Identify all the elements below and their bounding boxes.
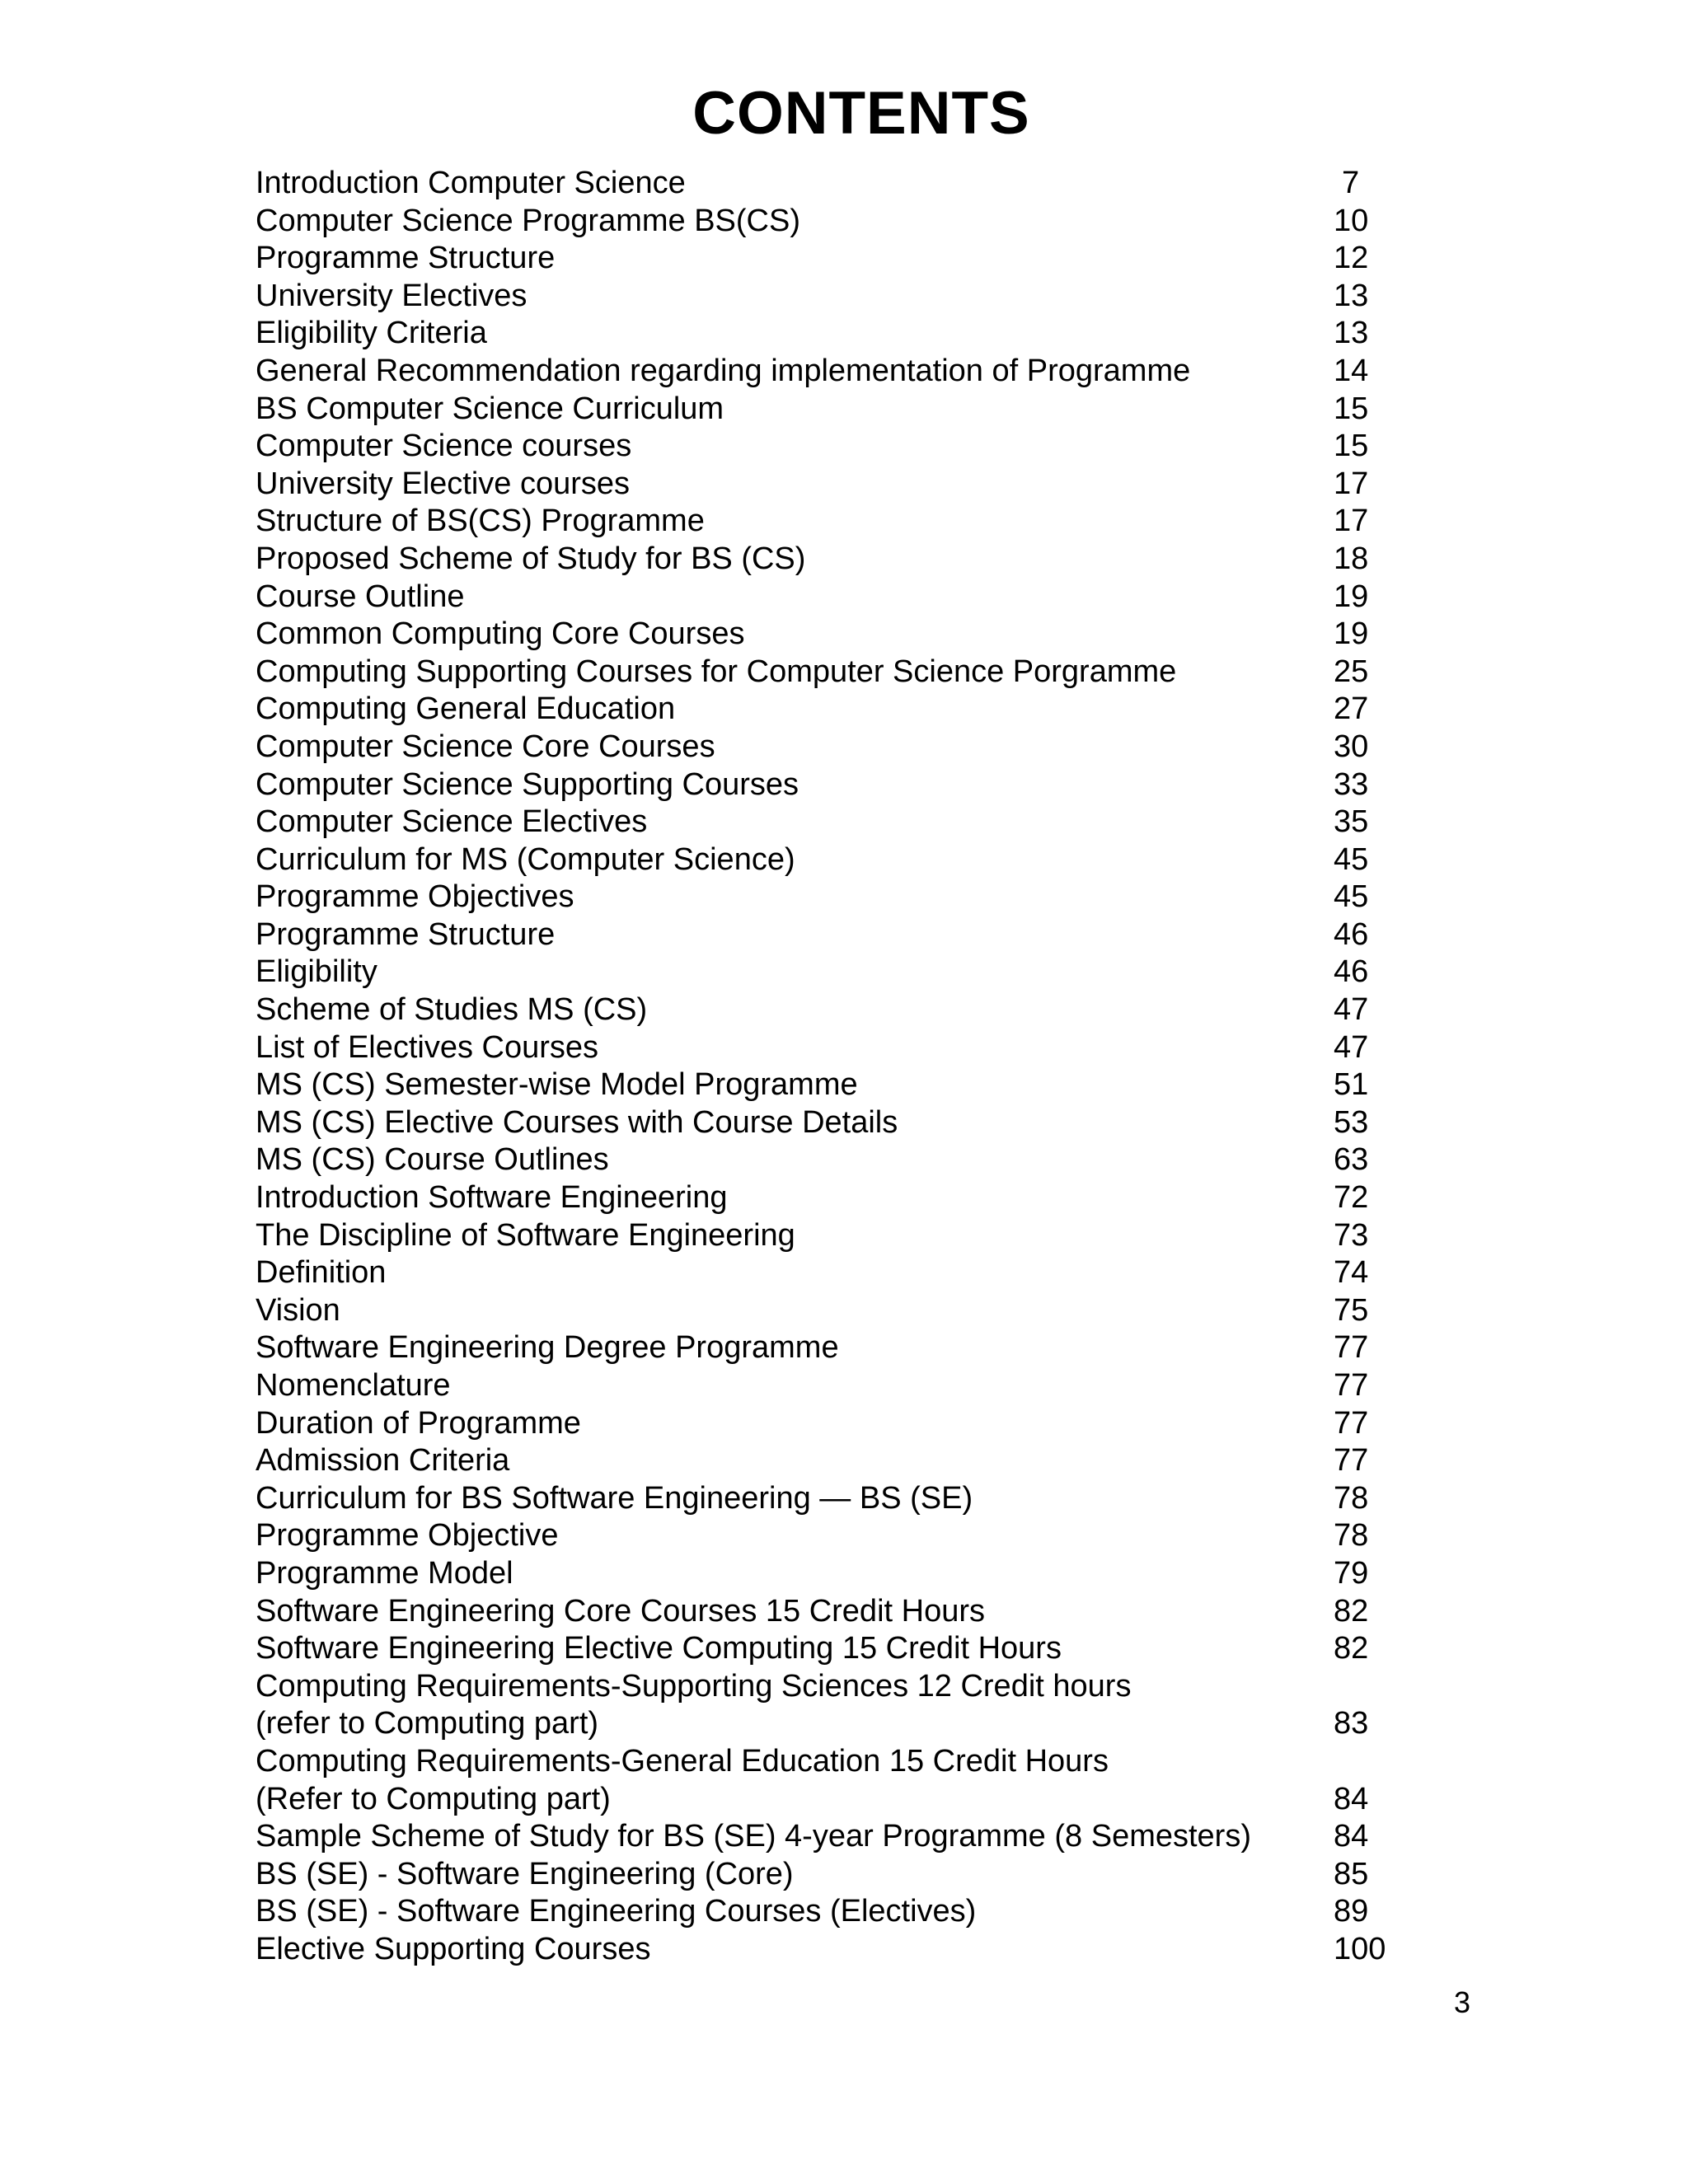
- toc-entry-title: Software Engineering Degree Programme: [256, 1330, 839, 1366]
- toc-entry-page: 84: [1334, 1781, 1369, 1816]
- toc-entry-title: Admission Criteria: [256, 1443, 510, 1479]
- toc-entry-title: General Recommendation regarding implementation of Programme: [256, 353, 1191, 388]
- toc-entry: [256, 1893, 1418, 1931]
- toc-entry-title: MS (CS) Elective Courses with Course Details: [256, 1104, 898, 1140]
- toc-entry: [256, 691, 1418, 729]
- toc-entry-title: The Discipline of Software Engineering: [256, 1217, 795, 1253]
- toc-entry: [256, 1743, 1418, 1781]
- toc-entry: [256, 1066, 1418, 1104]
- toc-entry-page: 19: [1334, 579, 1369, 614]
- toc-entry-title: (Refer to Computing part): [256, 1781, 611, 1816]
- toc-entry-page: 25: [1334, 654, 1369, 689]
- toc-entry-page: 18: [1334, 541, 1369, 576]
- toc-entry-page: 45: [1334, 841, 1369, 877]
- toc-entry-title: Computing Requirements-General Education 15 Credit Hours: [256, 1743, 1109, 1779]
- toc-entry: [256, 1329, 1418, 1367]
- toc-entry-title: Scheme of Studies MS (CS): [256, 992, 648, 1028]
- toc-entry-title: Elective Supporting Courses: [256, 1931, 651, 1966]
- toc-entry-page: 89: [1334, 1894, 1369, 1929]
- toc-entry-title: Definition: [256, 1255, 387, 1291]
- toc-entry-title: Eligibility: [256, 954, 377, 990]
- toc-entry: [256, 1104, 1418, 1142]
- toc-entry-title: Computing Supporting Courses for Computer Science Porgramme: [256, 654, 1177, 689]
- toc-entry: [256, 1480, 1418, 1518]
- toc-entry: [256, 1405, 1418, 1443]
- toc-entry-title: Structure of BS(CS) Programme: [256, 504, 705, 539]
- toc-entry: [256, 1179, 1418, 1217]
- toc-entry-page: 85: [1334, 1856, 1369, 1891]
- toc-entry: [256, 278, 1418, 316]
- toc-entry: [256, 916, 1418, 954]
- toc-entry: [256, 1781, 1418, 1819]
- toc-entry-title: Programme Objectives: [256, 879, 574, 915]
- toc-entry-title: Programme Model: [256, 1555, 513, 1591]
- toc-entry: [256, 391, 1418, 429]
- toc-entry-page: 15: [1334, 391, 1369, 426]
- toc-entry-title: Vision: [256, 1292, 340, 1328]
- toc-entry-page: 35: [1334, 804, 1369, 840]
- toc-entry-page: 82: [1334, 1631, 1369, 1666]
- toc-entry-title: Software Engineering Core Courses 15 Credit Hours: [256, 1593, 985, 1629]
- toc-entry: [256, 804, 1418, 841]
- toc-entry: [256, 991, 1418, 1029]
- toc-entry: [256, 1668, 1418, 1706]
- toc-entry: [256, 654, 1418, 691]
- toc-entry-page: 27: [1334, 691, 1369, 727]
- toc-entry-title: List of Electives Courses: [256, 1029, 599, 1065]
- toc-entry: [256, 879, 1418, 916]
- toc-entry-title: Computer Science Electives: [256, 804, 648, 840]
- toc-entry: [256, 1292, 1418, 1330]
- toc-entry-title: University Elective courses: [256, 466, 631, 501]
- toc-entry: [256, 466, 1418, 504]
- toc-entry-page: 14: [1334, 353, 1369, 388]
- page-title: CONTENTS: [692, 80, 1030, 147]
- toc-entry-page: 72: [1334, 1180, 1369, 1216]
- toc-entry: [256, 729, 1418, 766]
- toc-entry-page: 100: [1334, 1931, 1386, 1966]
- toc-entry: [256, 1141, 1418, 1179]
- toc-entry-title: Software Engineering Elective Computing 15 Credit Hours: [256, 1631, 1062, 1666]
- toc-entry-page: 17: [1334, 466, 1369, 501]
- toc-entry: [256, 1367, 1418, 1405]
- toc-entry-title: Computing General Education: [256, 691, 676, 727]
- toc-entry-title: Programme Objective: [256, 1518, 559, 1554]
- toc-entry-title: Common Computing Core Courses: [256, 616, 745, 652]
- toc-entry: [256, 841, 1418, 879]
- toc-entry-page: 30: [1334, 729, 1369, 764]
- toc-entry: [256, 503, 1418, 541]
- toc-entry-title: Introduction Computer Science: [256, 166, 686, 200]
- toc-entry: [256, 428, 1418, 466]
- toc-entry-title: Introduction Software Engineering: [256, 1180, 728, 1216]
- toc-entry-page: 77: [1334, 1443, 1369, 1479]
- toc-entry: [256, 315, 1418, 353]
- toc-entry-title: Programme Structure: [256, 916, 556, 952]
- toc-entry: [256, 1254, 1418, 1292]
- toc-entry-title: Eligibility Criteria: [256, 316, 487, 351]
- toc-entry-page: 79: [1334, 1555, 1369, 1591]
- toc-entry: [256, 1705, 1418, 1743]
- toc-entry: [256, 240, 1418, 278]
- toc-entry-page: 15: [1334, 429, 1369, 464]
- toc-entry-title: Course Outline: [256, 579, 465, 614]
- toc-entry-page: 73: [1334, 1217, 1369, 1253]
- toc-entry-page: 13: [1334, 316, 1369, 351]
- page-number: 3: [1454, 1985, 1471, 2019]
- toc-entry-page: 53: [1334, 1104, 1369, 1140]
- toc-entry: [256, 541, 1418, 579]
- toc-entry-title: Computer Science Supporting Courses: [256, 766, 799, 802]
- toc-entry: [256, 1555, 1418, 1593]
- toc-entry-page: 77: [1334, 1405, 1369, 1441]
- toc-entry-page: 46: [1334, 916, 1369, 952]
- toc-entry: [256, 1593, 1418, 1631]
- toc-entry-page: 33: [1334, 766, 1369, 802]
- toc-entry-title: Computer Science Programme BS(CS): [256, 203, 800, 238]
- toc-entry: [256, 579, 1418, 616]
- toc-entry-title: BS (SE) - Software Engineering Courses (Electives): [256, 1894, 977, 1929]
- toc-entry-page: 13: [1334, 278, 1369, 313]
- toc-entry: [256, 766, 1418, 804]
- toc-entry-page: 46: [1334, 954, 1369, 990]
- toc-entry: [256, 165, 1418, 203]
- toc-entry: [256, 1818, 1418, 1856]
- toc-entry-title: Curriculum for MS (Computer Science): [256, 841, 795, 877]
- toc-entry-page: 12: [1334, 241, 1369, 276]
- toc-entry-title: Programme Structure: [256, 241, 556, 276]
- toc-entry: [256, 353, 1418, 391]
- toc-entry-page: 78: [1334, 1480, 1369, 1516]
- toc-entry-page: 7: [1342, 166, 1360, 200]
- toc-entry-title: BS Computer Science Curriculum: [256, 391, 724, 426]
- toc-entry: [256, 1630, 1418, 1668]
- toc-entry: [256, 1442, 1418, 1480]
- toc-entry-title: (refer to Computing part): [256, 1706, 599, 1741]
- toc-entry-page: 19: [1334, 616, 1369, 652]
- toc-entry-title: Nomenclature: [256, 1368, 451, 1403]
- toc-entry-page: 83: [1334, 1706, 1369, 1741]
- toc-entry: [256, 616, 1418, 654]
- toc-entry-title: Computing Requirements-Supporting Sciences 12 Credit hours: [256, 1668, 1132, 1704]
- toc-entry-title: Sample Scheme of Study for BS (SE) 4-year Programme (8 Semesters): [256, 1819, 1251, 1854]
- toc-entry-page: 77: [1334, 1330, 1369, 1366]
- toc-entry: [256, 1217, 1418, 1255]
- toc-entry: [256, 954, 1418, 991]
- toc-entry-title: Proposed Scheme of Study for BS (CS): [256, 541, 806, 576]
- toc-entry: [256, 1931, 1418, 1969]
- toc-entry: [256, 1029, 1418, 1067]
- toc-entry-page: 75: [1334, 1292, 1369, 1328]
- toc-entry-page: 74: [1334, 1255, 1369, 1291]
- toc-entry-page: 77: [1334, 1368, 1369, 1403]
- toc-entry: [256, 203, 1418, 241]
- toc-entry-title: BS (SE) - Software Engineering (Core): [256, 1856, 794, 1891]
- toc-entry-title: University Electives: [256, 278, 528, 313]
- toc-entry-title: Computer Science Core Courses: [256, 729, 715, 764]
- toc-entry-title: MS (CS) Course Outlines: [256, 1142, 609, 1178]
- toc-entry-title: Computer Science courses: [256, 429, 632, 464]
- toc-entry-page: 45: [1334, 879, 1369, 915]
- toc-entry-title: Duration of Programme: [256, 1405, 581, 1441]
- toc-entry-title: MS (CS) Semester-wise Model Programme: [256, 1067, 858, 1103]
- toc-entry-page: 47: [1334, 992, 1369, 1028]
- toc-entry: [256, 1517, 1418, 1555]
- table-of-contents: [256, 165, 1418, 1969]
- toc-entry-page: 10: [1334, 203, 1369, 238]
- toc-entry-page: 84: [1334, 1819, 1369, 1854]
- toc-entry-page: 63: [1334, 1142, 1369, 1178]
- toc-entry-page: 51: [1334, 1067, 1369, 1103]
- toc-entry-page: 17: [1334, 504, 1369, 539]
- toc-entry-page: 82: [1334, 1593, 1369, 1629]
- toc-entry: [256, 1856, 1418, 1894]
- toc-entry-page: 47: [1334, 1029, 1369, 1065]
- toc-entry-title: Curriculum for BS Software Engineering — BS (SE): [256, 1480, 973, 1516]
- toc-entry-page: 78: [1334, 1518, 1369, 1554]
